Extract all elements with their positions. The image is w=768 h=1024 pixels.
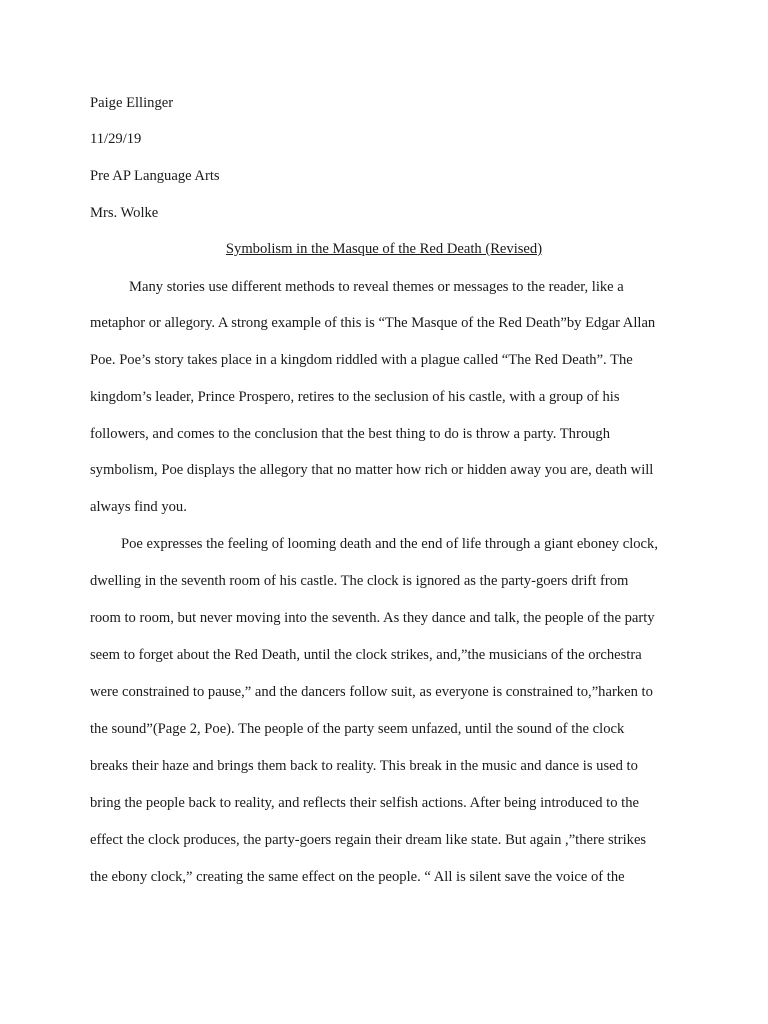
paragraph-line: room to room, but never moving into the seventh. As they dance and talk, the people of the party — [90, 610, 655, 626]
paragraph-line: breaks their haze and brings them back to reality. This break in the music and dance is used to — [90, 758, 638, 774]
paragraph-line: the sound”(Page 2, Poe). The people of the party seem unfazed, until the sound of the clock — [90, 721, 625, 737]
essay-title: Symbolism in the Masque of the Red Death (Revised) — [225, 241, 543, 257]
paragraph-line: the ebony clock,” creating the same effect on the people. “ All is silent save the voice of the — [90, 869, 625, 885]
paragraph-line: bring the people back to reality, and reflects their selfish actions. After being introduced to the — [90, 795, 639, 811]
essay-date: 11/29/19 — [90, 131, 142, 147]
paragraph-line: followers, and comes to the conclusion that the best thing to do is throw a party. Through — [90, 426, 611, 442]
paragraph-line: symbolism, Poe displays the allegory that no matter how rich or hidden away you are, death will — [90, 462, 654, 478]
paragraph-line: dwelling in the seventh room of his castle. The clock is ignored as the party-goers drift from — [90, 573, 629, 589]
paragraph-line: Poe. Poe’s story takes place in a kingdom riddled with a plague called “The Red Death”. The — [90, 352, 633, 368]
course-name: Pre AP Language Arts — [90, 168, 220, 184]
paragraph-line: kingdom’s leader, Prince Prospero, retires to the seclusion of his castle, with a group of his — [90, 389, 620, 405]
paragraph-line: metaphor or allegory. A strong example of this is “The Masque of the Red Death”by Edgar Allan — [90, 315, 656, 331]
paragraph-line: Many stories use different methods to reveal themes or messages to the reader, like a — [129, 279, 624, 295]
paragraph-line: were constrained to pause,” and the dancers follow suit, as everyone is constrained to,”harken to — [90, 684, 653, 700]
paragraph-line: seem to forget about the Red Death, until the clock strikes, and,”the musicians of the orchestra — [90, 647, 642, 663]
paragraph-line: effect the clock produces, the party-goers regain their dream like state. But again ,”there strikes — [90, 832, 647, 848]
teacher-name: Mrs. Wolke — [90, 205, 159, 221]
paragraph-line: Poe expresses the feeling of looming death and the end of life through a giant eboney clock, — [121, 536, 658, 552]
student-name: Paige Ellinger — [90, 95, 174, 111]
paragraph-line: always find you. — [90, 499, 187, 515]
